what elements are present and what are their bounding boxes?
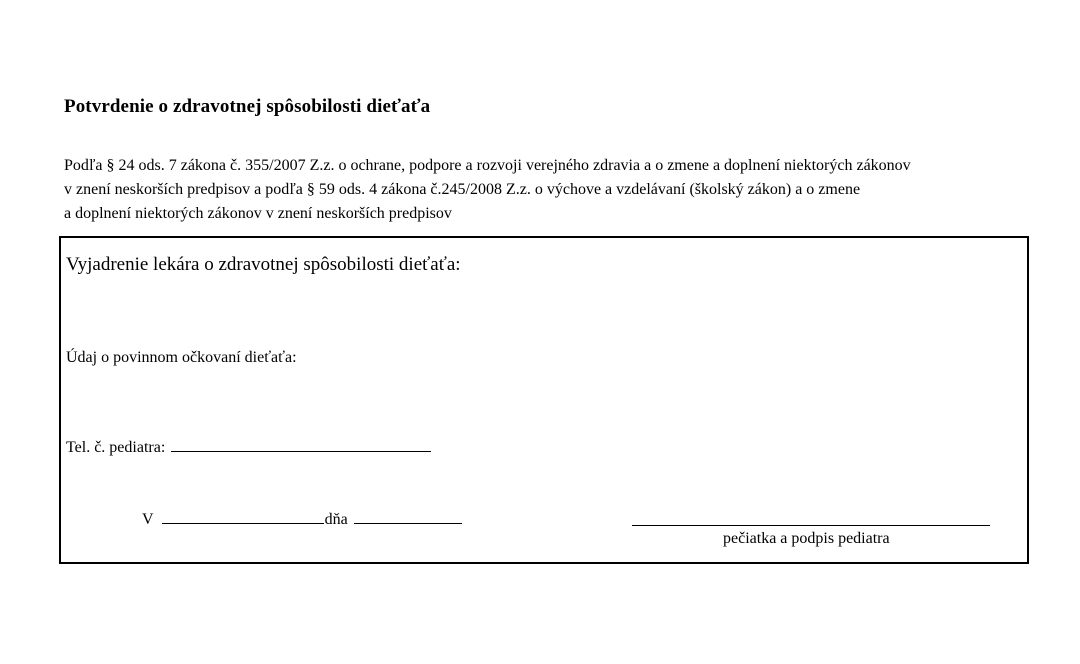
place-field[interactable] — [162, 508, 324, 524]
doctor-statement-box — [59, 236, 1029, 564]
legal-basis-paragraph — [64, 154, 1044, 226]
date-field[interactable] — [354, 508, 462, 524]
pediatrician-phone-label: Tel. č. pediatra: — [66, 439, 166, 456]
pediatrician-phone-field[interactable] — [171, 436, 431, 452]
legal-basis-line: a doplnení niektorých zákonov v znení neskorších predpisov — [64, 205, 452, 222]
date-label: dňa — [324, 511, 348, 528]
document-title: Potvrdenie o zdravotnej spôsobilosti dieťaťa — [64, 96, 431, 117]
doctor-statement-label: Vyjadrenie lekára o zdravotnej spôsobilosti dieťaťa: — [66, 254, 461, 275]
place-label: V — [142, 511, 154, 528]
pediatrician-phone-row — [66, 436, 431, 457]
signature-caption: pečiatka a podpis pediatra — [723, 530, 890, 547]
place-date-row — [142, 508, 462, 529]
signature-field[interactable] — [632, 525, 990, 526]
vaccination-label: Údaj o povinnom očkovaní dieťaťa: — [66, 349, 297, 366]
legal-basis-line: v znení neskorších predpisov a podľa § 59 ods. 4 zákona č.245/2008 Z.z. o výchove a vzdelávaní (školský zákon) a o zmene — [64, 181, 861, 198]
legal-basis-line: Podľa § 24 ods. 7 zákona č. 355/2007 Z.z. o ochrane, podpore a rozvoji verejného zdravia a o zmene a doplnení niektorých zákonov — [64, 157, 911, 174]
